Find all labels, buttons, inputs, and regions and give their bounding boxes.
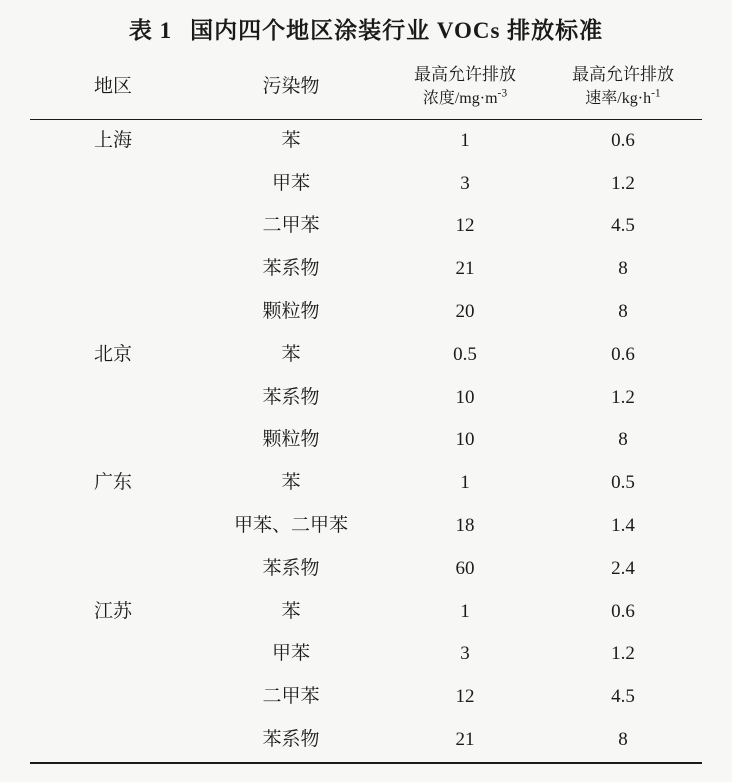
table-row [30,334,702,377]
cell-region [30,505,196,548]
cell-pollutant: 颗粒物 [262,301,320,323]
header-concentration-line2 [388,87,542,110]
cell-rate: 0.6 [611,600,635,622]
cell-pollutant: 苯系物 [262,557,320,579]
cell-pollutant: 苯系物 [262,258,320,280]
header-rate [544,55,702,119]
table-row [30,462,702,505]
cell-concentration: 20 [455,301,475,323]
cell-pollutant: 苯系物 [262,729,320,751]
cell-concentration: 12 [455,686,475,708]
header-rate-unit: 速率/kg·h [585,89,652,107]
cell-region [30,548,196,591]
cell-rate: 4.5 [611,686,635,708]
cell-pollutant: 二甲苯 [262,686,320,708]
cell-concentration: 21 [455,729,475,751]
header-region: 地区 [93,76,132,98]
cell-concentration: 3 [460,172,470,194]
cell-region [30,676,196,719]
cell-rate: 1.2 [611,172,635,194]
table-body [30,119,702,763]
cell-pollutant: 甲苯 [271,643,310,665]
table-row [30,248,702,291]
table-header [30,55,702,119]
cell-rate: 0.5 [611,472,635,494]
table-row [30,291,702,334]
cell-pollutant: 颗粒物 [262,429,320,451]
cell-concentration: 10 [455,386,475,408]
cell-pollutant: 苯 [281,600,301,622]
cell-rate: 4.5 [611,215,635,237]
table-bottom-rule [30,763,702,764]
table-row [30,419,702,462]
cell-pollutant: 苯系物 [262,386,320,408]
table-row [30,719,702,763]
table-row [30,205,702,248]
cell-rate: 8 [618,301,628,323]
table-row [30,163,702,206]
cell-rate: 0.6 [611,343,635,365]
cell-pollutant: 苯 [281,343,301,365]
table-row [30,676,702,719]
cell-region [30,419,196,462]
cell-rate: 8 [618,429,628,451]
cell-region: 江苏 [93,600,132,622]
header-concentration [386,55,544,119]
header-row [30,55,702,119]
header-rate-sup: -1 [651,86,661,100]
cell-concentration: 18 [455,515,475,537]
cell-pollutant: 苯 [281,472,301,494]
cell-rate: 8 [618,729,628,751]
cell-region: 上海 [30,119,196,162]
cell-concentration: 1 [460,600,470,622]
table-number: 表 1 [128,18,173,43]
cell-concentration: 3 [460,643,470,665]
header-concentration-line1: 最高允许排放 [414,65,516,84]
header-concentration-unit: 浓度/mg·m [422,89,498,107]
cell-rate: 1.2 [611,643,635,665]
cell-pollutant: 甲苯、二甲苯 [233,515,348,537]
cell-region [30,377,196,420]
cell-region [30,719,196,763]
cell-rate: 2.4 [611,557,635,579]
table-row [30,377,702,420]
cell-region [30,248,196,291]
table-row [30,119,702,162]
header-rate-line2 [546,87,700,110]
cell-pollutant: 二甲苯 [262,215,320,237]
header-concentration-sup: -3 [497,86,508,100]
table-title-text: 国内四个地区涂装行业 VOCs 排放标准 [190,18,604,43]
cell-concentration: 0.5 [453,343,477,365]
table-row [30,505,702,548]
table-caption [0,0,732,55]
cell-region [30,163,196,206]
cell-region: 广东 [93,472,132,494]
cell-concentration: 1 [460,472,470,494]
cell-pollutant: 甲苯 [271,172,310,194]
cell-rate: 0.6 [544,119,702,162]
cell-region [30,633,196,676]
cell-pollutant: 苯 [196,119,386,162]
cell-rate: 1.4 [611,515,635,537]
table-row [30,548,702,591]
cell-concentration: 60 [455,557,475,579]
table-row [30,591,702,634]
cell-concentration: 21 [455,258,475,280]
cell-region: 北京 [93,343,132,365]
cell-region [30,291,196,334]
cell-concentration: 12 [455,215,475,237]
emission-standards-table [30,55,702,764]
cell-concentration: 10 [455,429,475,451]
cell-rate: 1.2 [611,386,635,408]
cell-rate: 8 [618,258,628,280]
cell-region [30,205,196,248]
table-row [30,633,702,676]
header-pollutant: 污染物 [262,76,320,98]
cell-concentration: 1 [386,119,544,162]
header-rate-line1: 最高允许排放 [572,65,674,84]
